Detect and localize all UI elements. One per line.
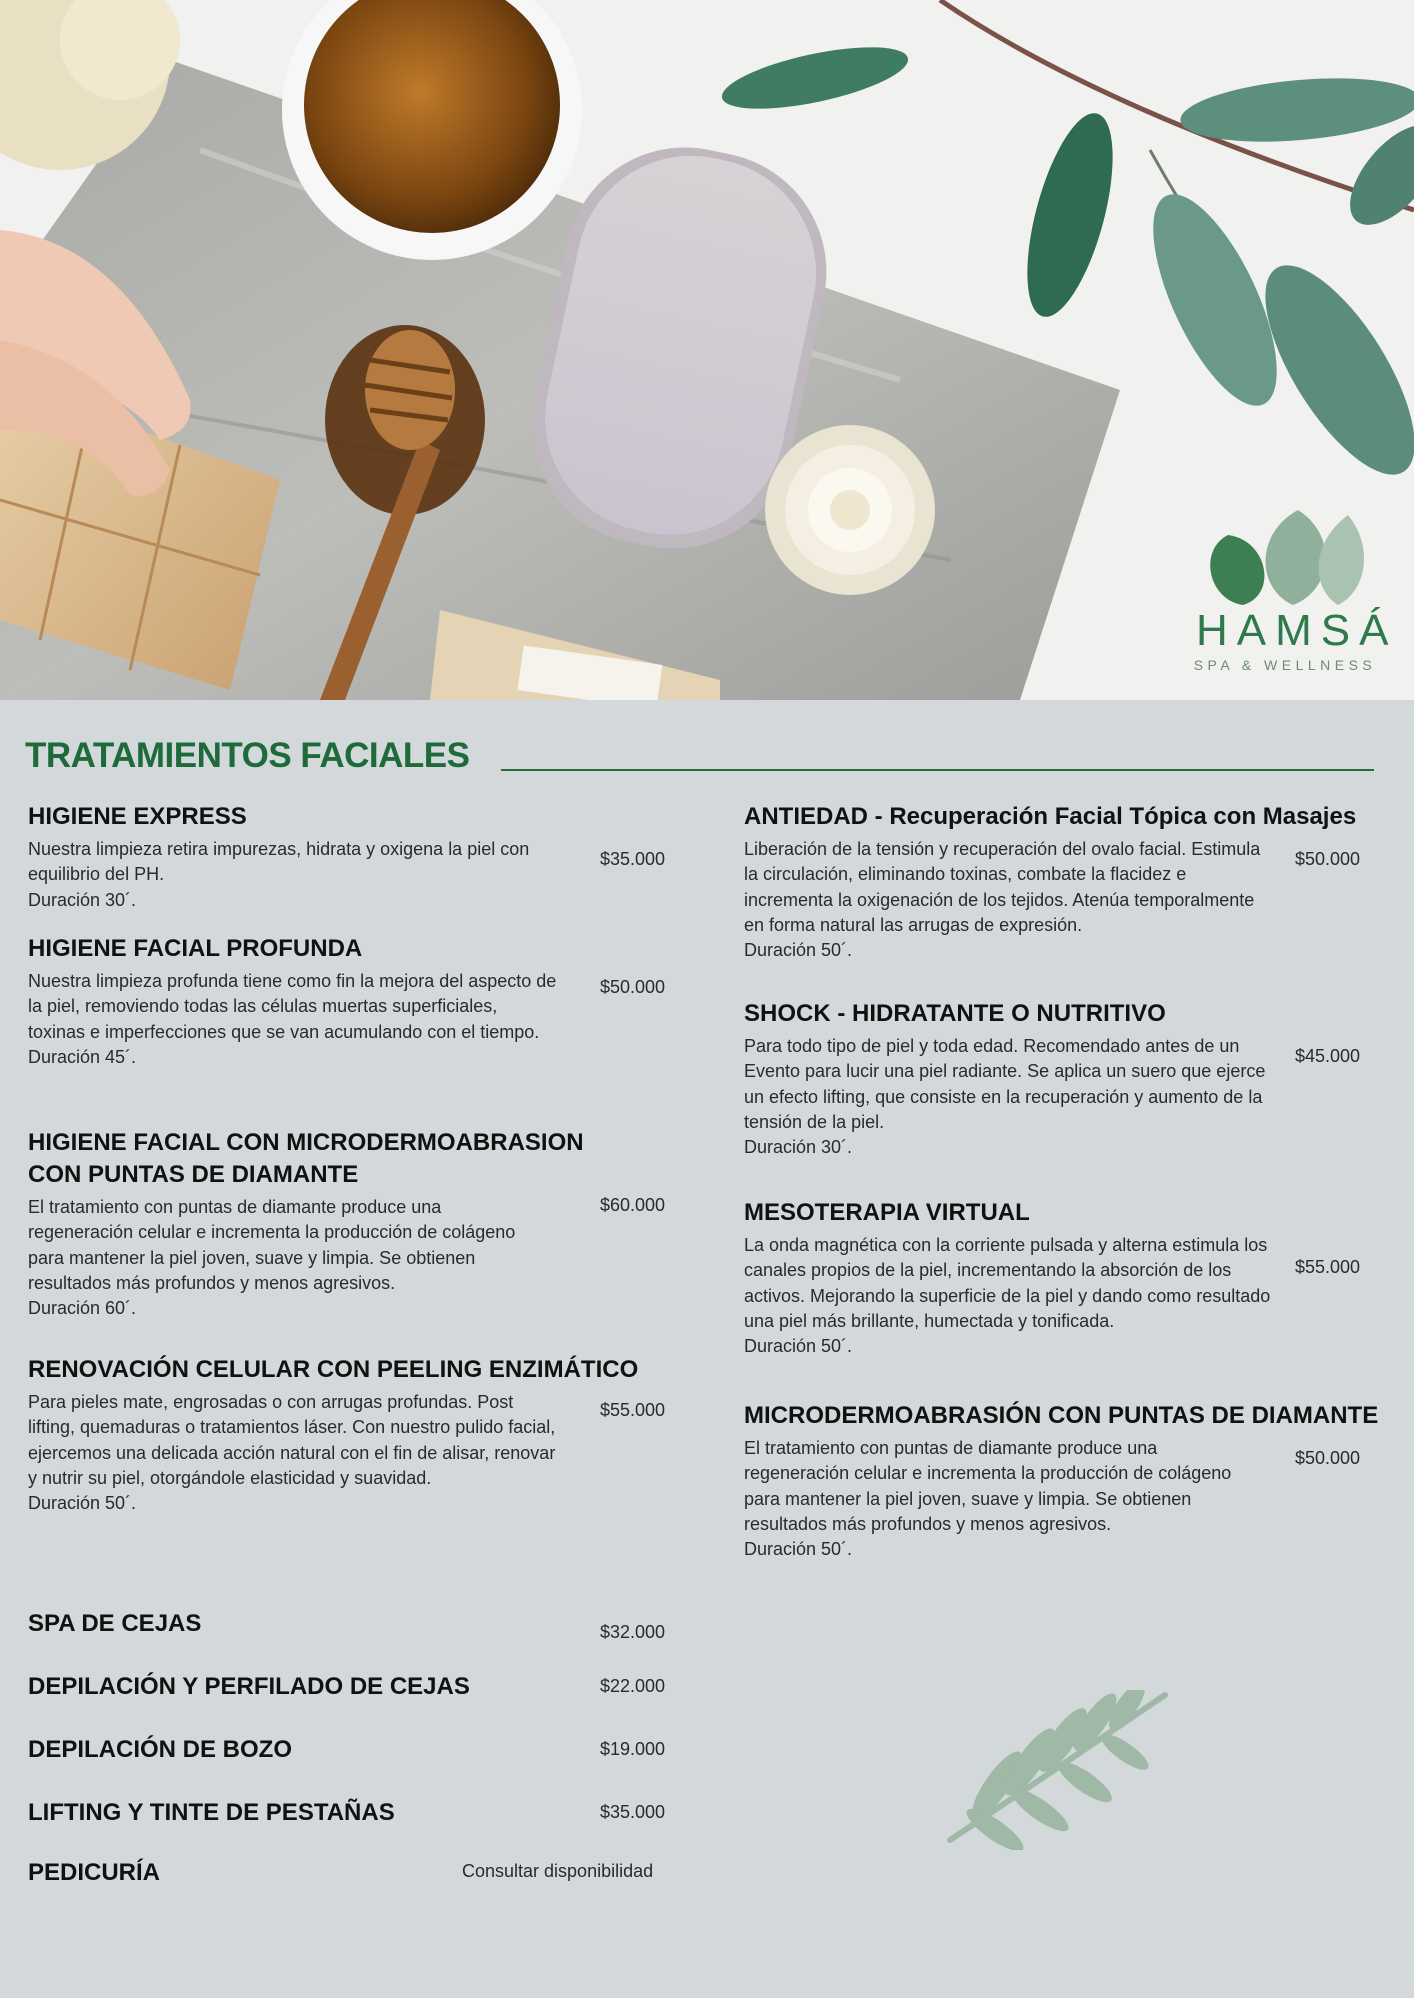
extra-title: DEPILACIÓN DE BOZO: [28, 1736, 293, 1763]
extra-lifting-pestanas: [28, 1797, 395, 1829]
treatment-description: Nuestra limpieza retira impurezas, hidrata y oxigena la piel con equilibrio del PH.: [28, 839, 530, 885]
treatment-description: Liberación de la tensión y recuperación del ovalo facial. Estimula la circulación, eliminando toxinas, combate la flacidez e incrementa la oxigenación de los tejidos. Atenúa temporalmente en forma natural las arrugas de expresión.: [744, 839, 1261, 935]
extra-title: SPA DE CEJAS: [28, 1610, 202, 1637]
extra-price: Consultar disponibilidad: [462, 1861, 654, 1881]
treatment-duration: Duración 60´.: [28, 1298, 137, 1319]
extra-title: LIFTING Y TINTE DE PESTAÑAS: [28, 1799, 395, 1826]
treatment-price: $55.000: [600, 1400, 666, 1420]
extra-spa-de-cejas: [28, 1608, 201, 1640]
title-divider: [501, 769, 1374, 771]
extra-price: $32.000: [600, 1622, 666, 1642]
treatment-duration: Duración 30´.: [744, 1137, 853, 1158]
treatment-price: $50.000: [600, 977, 666, 997]
treatment-description: Para pieles mate, engrosadas o con arrugas profundas. Post lifting, quemaduras o tratamientos láser. Con nuestro pulido facial, ejercemos una delicada acción natural con el fin de alisar, renovar y nutrir su piel, otorgándole elasticidad y suavidad.: [28, 1392, 556, 1488]
treatment-title: MESOTERAPIA VIRTUAL: [744, 1199, 1030, 1226]
treatment-duration: Duración 50´.: [744, 940, 853, 961]
treatment-price: $35.000: [600, 849, 666, 869]
extra-price: $22.000: [600, 1676, 666, 1696]
treatment-title: HIGIENE EXPRESS: [28, 803, 247, 830]
treatment-description: El tratamiento con puntas de diamante produce una regeneración celular e incrementa la producción de colágeno para mantener la piel joven, suave y limpia. Se obtienen resultados más profundos y menos agresivos.: [28, 1197, 516, 1293]
treatment-description: La onda magnética con la corriente pulsada y alterna estimula los canales propios de la piel, incrementando la absorción de los activos. Mejorando la superficie de la piel y dando como resultado una piel más brillante, humectada y tonificada.: [744, 1235, 1271, 1331]
treatment-description: Nuestra limpieza profunda tiene como fin la mejora del aspecto de la piel, removiendo todas las células muertas superficiales, toxinas e imperfecciones que se van acumulando con el tiempo.: [28, 971, 557, 1042]
treatment-microdermoabrasion-diamante: [28, 1127, 588, 1321]
treatment-duration: Duración 30´.: [28, 889, 137, 910]
extra-price: $19.000: [600, 1739, 666, 1759]
treatment-duration: Duración 45´.: [28, 1046, 137, 1067]
treatment-duration: Duración 50´.: [744, 1336, 853, 1357]
treatment-price: $60.000: [600, 1195, 666, 1215]
treatment-mesoterapia-virtual: [744, 1197, 1274, 1359]
brand-logo: [1188, 505, 1398, 673]
hero-photo: [0, 0, 1414, 700]
brand-name: HAMSÁ: [1196, 606, 1398, 655]
three-leaves-logo-icon: [1198, 505, 1368, 605]
treatment-price: $55.000: [1295, 1257, 1361, 1277]
extra-title: DEPILACIÓN Y PERFILADO DE CEJAS: [28, 1673, 470, 1700]
treatment-higiene-express: [28, 801, 558, 913]
brand-tagline: SPA & WELLNESS: [1193, 657, 1377, 673]
extra-depilacion-bozo: [28, 1734, 292, 1766]
treatment-title: ANTIEDAD - Recuperación Facial Tópica con Masajes: [744, 803, 1357, 830]
treatment-description: El tratamiento con puntas de diamante produce una regeneración celular e incrementa la producción de colágeno para mantener la piel joven, suave y limpia. Se obtienen resultados más profundos y menos agresivos.: [744, 1438, 1232, 1534]
treatment-description: Para todo tipo de piel y toda edad. Recomendado antes de un Evento para lucir una piel radiante. Se aplica un suero que ejerce un efecto lifting, que consiste en la recuperación y aumento de la tensión de la piel.: [744, 1036, 1266, 1132]
treatment-title: SHOCK - HIDRATANTE O NUTRITIVO: [744, 1000, 1166, 1027]
treatment-price: $50.000: [1295, 1448, 1361, 1468]
leaf-branch-icon: [945, 1690, 1175, 1850]
extra-price: $35.000: [600, 1802, 666, 1822]
treatment-duration: Duración 50´.: [28, 1493, 137, 1514]
treatment-higiene-facial-profunda: [28, 933, 558, 1070]
treatment-duration: Duración 50´.: [744, 1539, 853, 1560]
extra-depilacion-cejas: [28, 1671, 470, 1703]
treatment-title: HIGIENE FACIAL PROFUNDA: [28, 935, 363, 962]
treatment-title: MICRODERMOABRASIÓN CON PUNTAS DE DIAMANTE: [744, 1402, 1379, 1429]
treatment-price: $50.000: [1295, 849, 1361, 869]
treatment-price: $45.000: [1295, 1046, 1361, 1066]
section-title: TRATAMIENTOS FACIALES: [25, 736, 470, 775]
treatment-title: HIGIENE FACIAL CON MICRODERMOABRASION CON PUNTAS DE DIAMANTE: [28, 1129, 584, 1188]
treatment-shock-hidratante: [744, 998, 1274, 1160]
treatment-title: RENOVACIÓN CELULAR CON PEELING ENZIMÁTICO: [28, 1356, 639, 1383]
extra-pedicuria: [28, 1857, 160, 1889]
extra-title: PEDICURÍA: [28, 1859, 161, 1886]
